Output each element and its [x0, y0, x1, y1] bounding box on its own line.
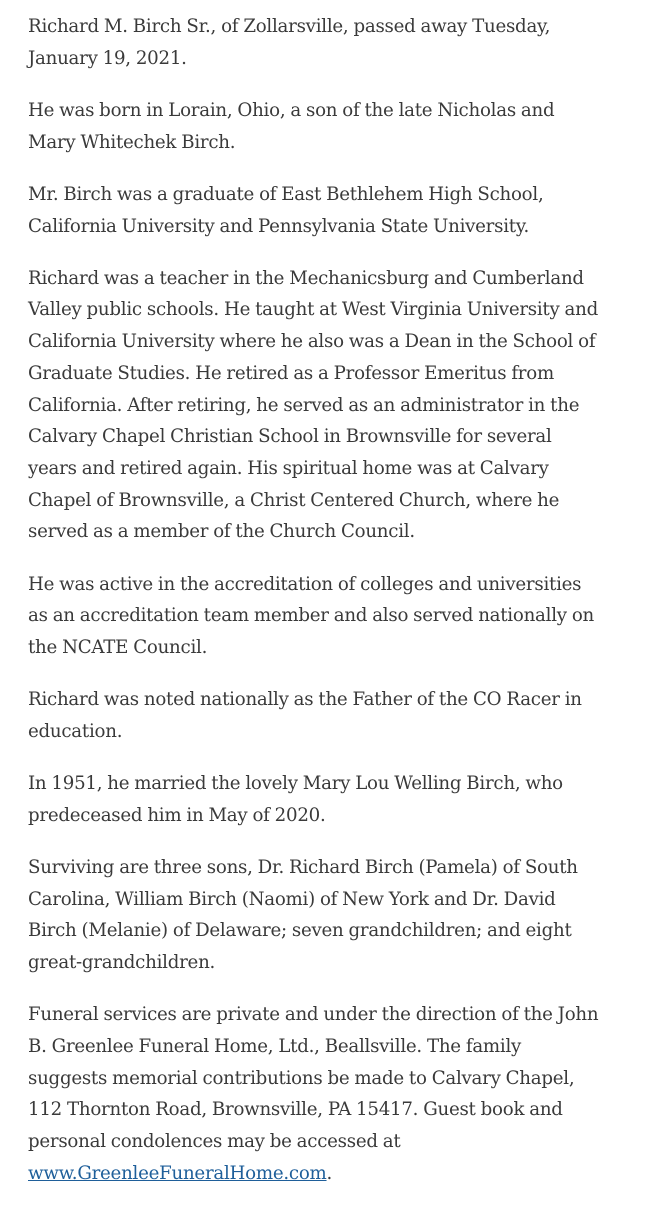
funeral-period: . [326, 1162, 333, 1184]
funeral-text: Funeral services are private and under the direction of the John B. Greenlee Funeral Home, Ltd., Beallsville. The family suggests memorial contributions be made to Calvary Chapel, 112 Thornton Road, Brownsville, PA 15417. Guest book and personal condolences may be accessed at [28, 1004, 599, 1153]
paragraph-career: Richard was a teacher in the Mechanicsburg and Cumberland Valley public schools. He taught at West Virginia University and California University where he also was a Dean in the School of Graduate Studies. He retired as a Professor Emeritus from California. After retiring, he served as an administrator in the Calvary Chapel Christian School in Brownsville for several years and retired again. His spiritual home was at Calvary Chapel of Brownsville, a Christ Centered Church, where he served as a member of the Church Council. [28, 267, 598, 543]
paragraph-death-notice: Richard M. Birch Sr., of Zollarsville, passed away Tuesday, January 19, 2021. [28, 16, 551, 69]
paragraph-accreditation: He was active in the accreditation of colleges and universities as an accreditation team member and also served nationally on the NCATE Council. [28, 573, 594, 658]
paragraph-marriage: In 1951, he married the lovely Mary Lou Welling Birch, who predeceased him in May of 2020. [28, 773, 563, 826]
funeral-home-link[interactable]: www.GreenleeFuneralHome.com [28, 1162, 327, 1184]
paragraph-education: Mr. Birch was a graduate of East Bethlehem High School, California University and Pennsylvania State University. [28, 183, 544, 237]
paragraph-funeral [28, 999, 600, 1189]
obituary-article [28, 11, 600, 1210]
paragraph-co-racer: Richard was noted nationally as the Father of the CO Racer in education. [28, 689, 582, 742]
paragraph-birth: He was born in Lorain, Ohio, a son of the late Nicholas and Mary Whitechek Birch. [28, 99, 555, 153]
paragraph-survivors: Surviving are three sons, Dr. Richard Birch (Pamela) of South Carolina, William Birch (Naomi) of New York and Dr. David Birch (Melanie) of Delaware; seven grandchildren; and eight great-grandchildren. [28, 856, 578, 974]
